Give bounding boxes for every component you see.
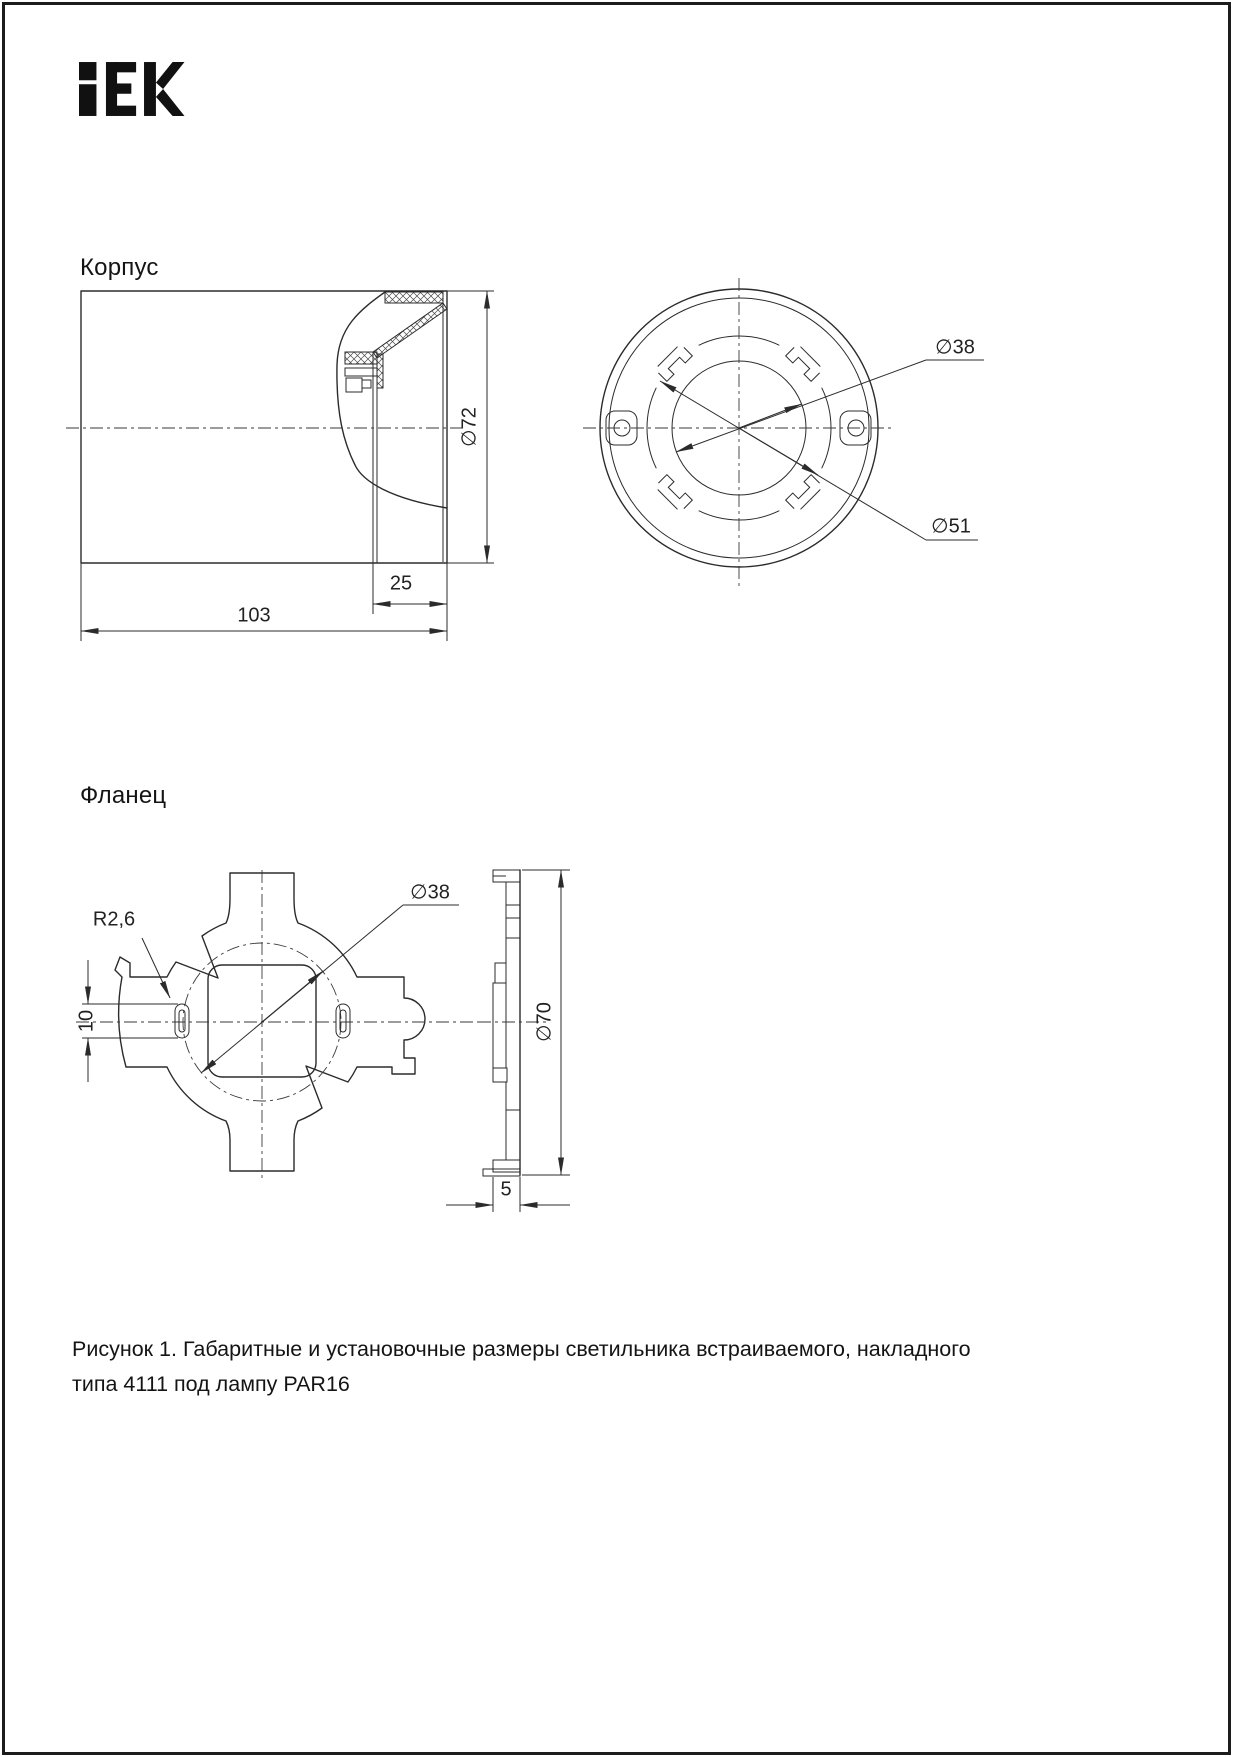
dim-korpus-length: 103 bbox=[237, 604, 271, 627]
dim-flange-thickness: 5 bbox=[500, 1178, 512, 1201]
iek-logo bbox=[79, 62, 194, 116]
dim-flange-outer-diameter: ∅70 bbox=[533, 1002, 556, 1042]
section-title-korpus: Корпус bbox=[80, 254, 159, 281]
dim-flange-slot-radius: R2,6 bbox=[92, 908, 136, 931]
dim-korpus-clip-circle-diameter: ∅51 bbox=[931, 515, 971, 538]
dim-korpus-bezel-depth: 25 bbox=[389, 572, 413, 595]
dim-flange-hole-circle-diameter: ∅38 bbox=[410, 881, 450, 904]
dim-korpus-diameter: ∅72 bbox=[458, 407, 481, 447]
dim-korpus-inner-diameter: ∅38 bbox=[935, 336, 975, 359]
dim-flange-slot-height: 10 bbox=[75, 1009, 98, 1033]
drawing-korpus-side-view bbox=[60, 275, 510, 655]
caption-line-1: Рисунок 1. Габаритные и установочные размеры светильника встраиваемого, накладного bbox=[72, 1337, 971, 1361]
figure-caption bbox=[72, 1332, 972, 1402]
section-title-flanec: Фланец bbox=[80, 782, 167, 809]
drawing-flange-side-view bbox=[430, 860, 600, 1225]
caption-line-2: типа 4111 под лампу PAR16 bbox=[72, 1372, 350, 1396]
drawing-korpus-front-view bbox=[555, 248, 1000, 613]
